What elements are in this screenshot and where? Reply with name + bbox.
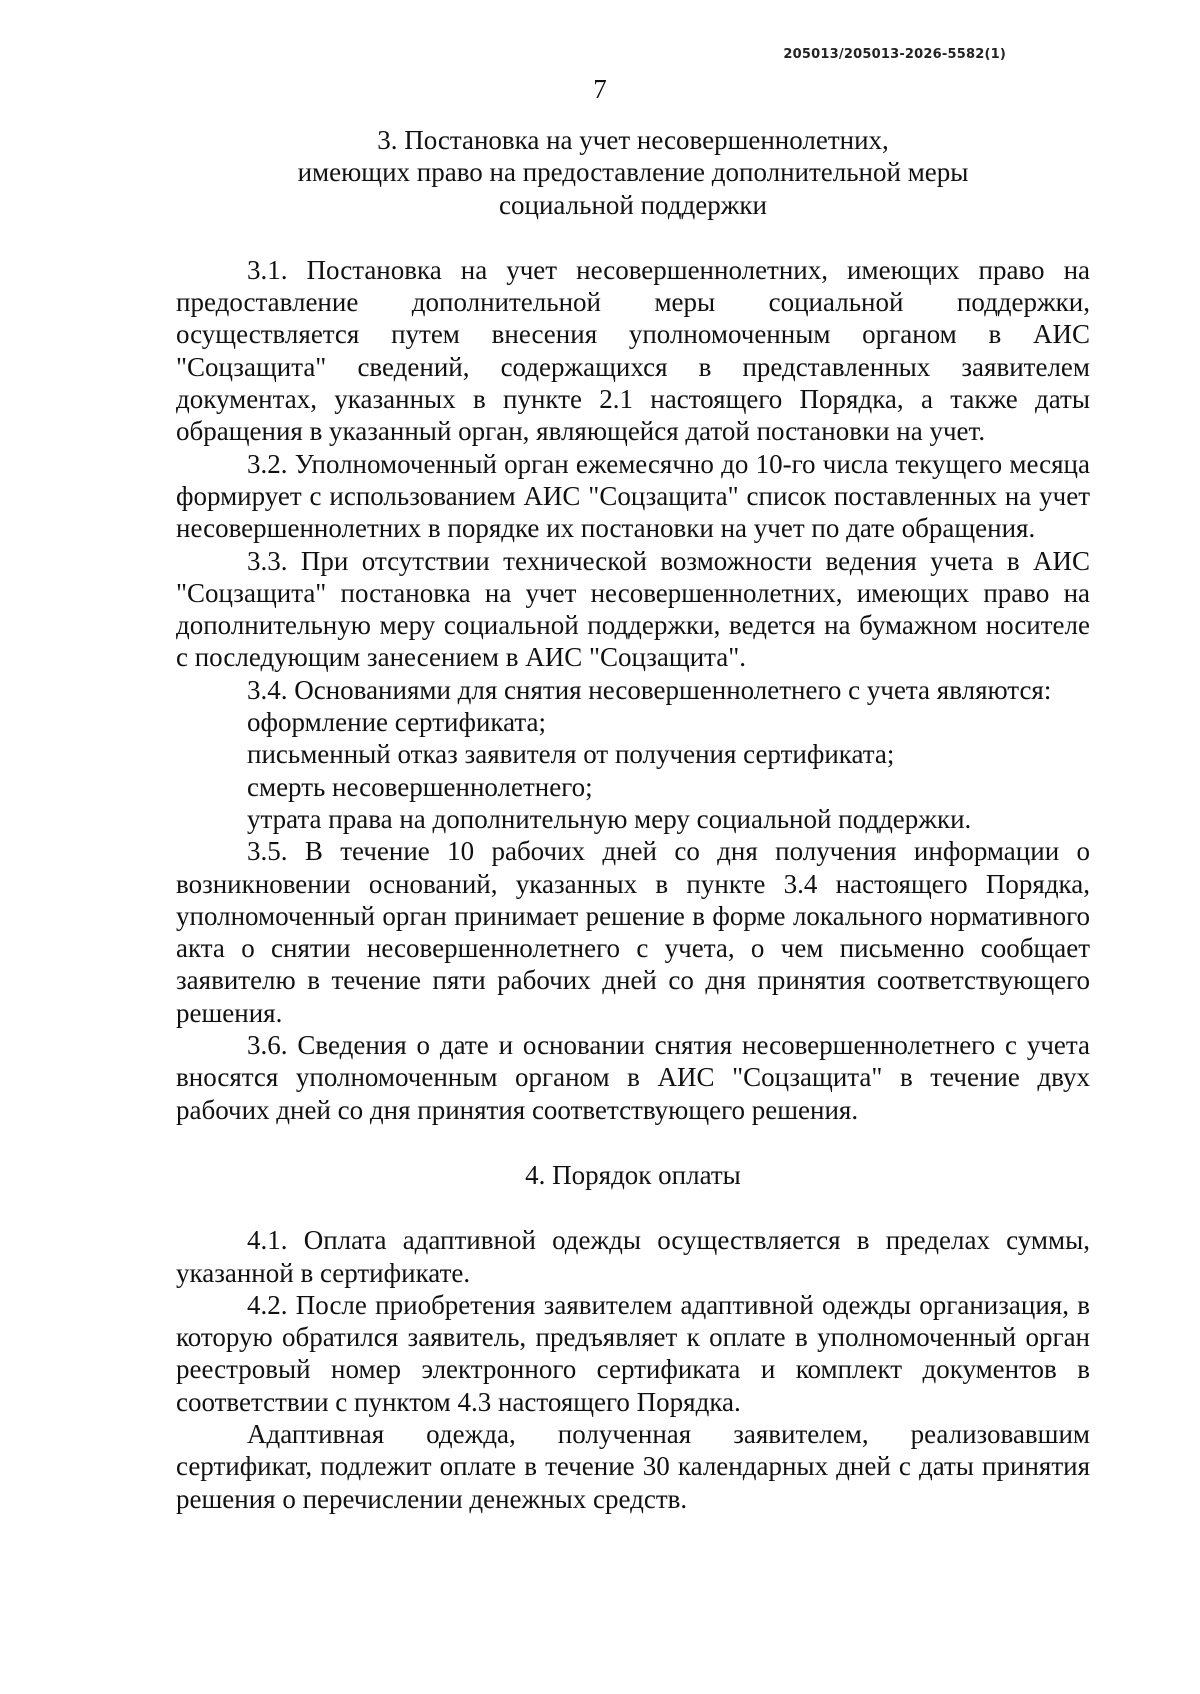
page-number: 7 [593,74,607,104]
paragraph-4-2: 4.2. После приобретения заявителем адаптивной одежды организация, в которую обратился заявитель, предъявляет к оплате в уполномоченный орган реестровый номер электронного сертификата и комплект документов в соответствии с пунктом 4.3 настоящего Порядка. [176,1289,1090,1417]
list-item: смерть несовершеннолетнего; [247,771,593,802]
list-item: письменный отказ заявителя от получения сертификата; [247,739,895,770]
paragraph-3-3: 3.3. При отсутствии технической возможности ведения учета в АИС "Соцзащита" постановка на учет несовершеннолетних, имеющих право на дополнительную меру социальной поддержки, ведется на бумажном носителе с последующим занесением в АИС "Соцзащита". [176,545,1090,673]
document-registration-number: 205013/205013-2026-5582(1) [783,47,1006,62]
section-3-title-line: имеющих право на предоставление дополнительной меры [297,157,969,188]
section-3-title [176,124,1090,221]
paragraph-4-1: 4.1. Оплата адаптивной одежды осуществляется в пределах суммы, указанной в сертификате. [176,1225,1090,1288]
section-3-title-line: социальной поддержки [499,189,767,220]
paragraph-4-2-continued: Адаптивная одежда, полученная заявителем, реализовавшим сертификат, подлежит оплате в течение 30 календарных дней с даты принятия решения о перечислении денежных средств. [176,1418,1090,1514]
section-3-title-line: 3. Постановка на учет несовершеннолетних, [377,125,889,155]
paragraph-3-2: 3.2. Уполномоченный орган ежемесячно до 10-го числа текущего месяца формирует с использованием АИС "Соцзащита" список поставленных на учет несовершеннолетних в порядке их постановки на учет по дате обращения. [176,448,1090,544]
paragraph-3-5: 3.5. В течение 10 рабочих дней со дня получения информации о возникновении оснований, указанных в пункте 3.4 настоящего Порядка, уполномоченный орган принимает решение в форме локального нормативного акта о снятии несовершеннолетнего с учета, о чем письменно сообщает заявителю в течение пяти рабочих дней со дня принятия соответствующего решения. [176,836,1090,1028]
document-body [176,124,1090,1515]
list-item: оформление сертификата; [247,707,547,738]
list-item: утрата права на дополнительную меру социальной поддержки. [247,803,972,834]
paragraph-3-1: 3.1. Постановка на учет несовершеннолетних, имеющих право на предоставление дополнительной меры социальной поддержки, осуществляется путем внесения уполномоченным органом в АИС "Соцзащита" сведений, содержащихся в представленных заявителем документах, указанных в пункте 2.1 настоящего Порядка, а также даты обращения в указанный орган, являющейся датой постановки на учет. [176,254,1090,447]
section-4-title: 4. Порядок оплаты [525,1159,741,1190]
paragraph-3-4: 3.4. Основаниями для снятия несовершеннолетнего с учета являются: [247,674,1052,705]
paragraph-3-6: 3.6. Сведения о дате и основании снятия несовершеннолетнего с учета вносятся уполномоченным органом в АИС "Соцзащита" в течение двух рабочих дней со дня принятия соответствующего решения. [176,1030,1090,1125]
